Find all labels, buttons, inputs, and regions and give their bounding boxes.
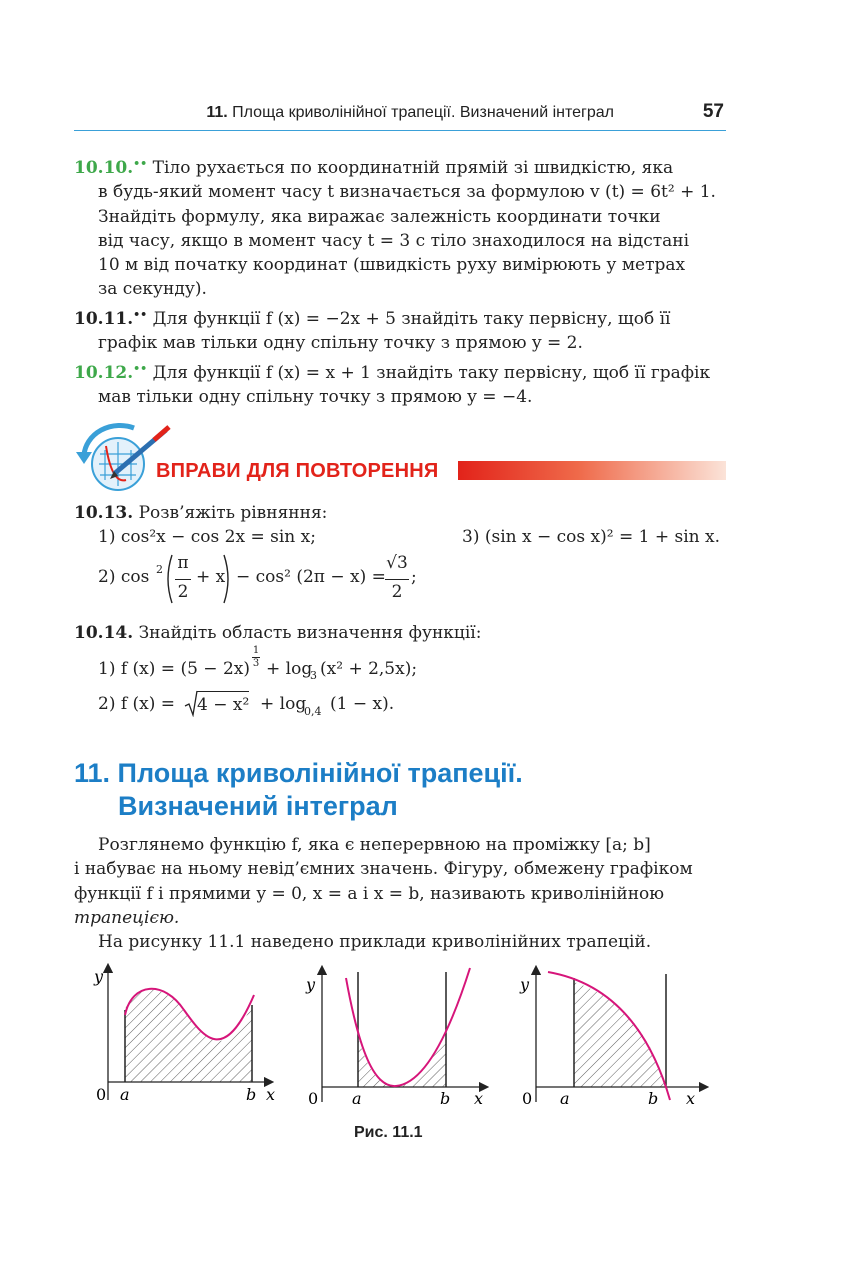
problem-10-10 [74, 152, 726, 302]
item2-part-a: 2) f (x) = [98, 694, 176, 714]
a-label: a [560, 1089, 570, 1108]
problem-line: Для функції f (x) = x + 1 знайдіть таку первісну, щоб її графік [152, 363, 711, 383]
item2-log: + log [260, 694, 307, 714]
problem-line: графік мав тільки одну спільну точку з прямою y = 2. [98, 333, 583, 354]
exercise-10-13-item-2: 2) cos 2 π 2 + x − cos² (2π − x) = √3 2 ; [98, 553, 478, 605]
graph-3 [519, 970, 704, 1108]
banner-gradient-bar [458, 461, 726, 480]
x-axis-label: x [686, 1089, 696, 1108]
problem-10-11 [74, 303, 726, 356]
exercise-10-13-item-3: 3) (sin x − cos x)² = 1 + sin x. [462, 527, 720, 547]
item1-part-a: 1) f (x) = (5 − 2x) [98, 659, 250, 679]
header-section-number: 11. [206, 104, 228, 121]
problem-line: 10 м від початку координат (швидкість руху вимірюють у метрах [98, 255, 686, 276]
difficulty-dots: •• [133, 362, 148, 375]
origin-label: 0 [308, 1089, 319, 1108]
rhs-denominator: 2 [391, 582, 403, 602]
graph-1 [93, 967, 275, 1104]
y-axis-label: y [94, 967, 104, 986]
header-title-text: Площа криволінійної трапеції. Визначений інтеграл [232, 104, 614, 121]
problem-line: Тіло рухається по координатній прямій зі швидкістю, яка [152, 158, 674, 178]
figure-11-1 [74, 960, 726, 1120]
problem-number: 10.10. [74, 158, 134, 178]
item1-log: + log [266, 659, 313, 679]
item1-part-c: (x² + 2,5x); [320, 659, 418, 679]
problem-number: 10.12. [74, 363, 134, 383]
exercise-text: Розв’яжіть рівняння: [138, 503, 328, 523]
problem-number: 10.11. [74, 309, 134, 329]
right-paren [222, 553, 234, 605]
b-label: b [648, 1089, 659, 1108]
y-axis-label: y [520, 975, 530, 994]
exponent-numerator: 1 [252, 645, 260, 656]
review-exercises-banner [74, 420, 726, 495]
graph-2 [305, 968, 484, 1108]
problem-line: від часу, якщо в момент часу t = 3 с тіло знаходилося на відстані [98, 230, 690, 251]
b-label: b [246, 1085, 257, 1104]
body-line: функції f і прямими y = 0, x = a і x = b, називають криволінійною [74, 883, 665, 904]
exercise-10-13-heading [74, 501, 327, 525]
problem-line: за секунду). [98, 279, 207, 300]
item2-mid: + x [196, 567, 226, 587]
body-line: трапецією. [74, 907, 180, 928]
item2-prefix: 2) cos [98, 567, 150, 587]
problem-line: Для функції f (x) = −2x + 5 знайдіть таку первісну, щоб її [152, 309, 671, 329]
exercise-10-13-item-1: 1) cos²x − cos 2x = sin x; [98, 527, 316, 547]
a-label: a [120, 1085, 130, 1104]
exercise-text: Знайдіть область визначення функції: [138, 623, 482, 643]
banner-title: ВПРАВИ ДЛЯ ПОВТОРЕННЯ [156, 460, 439, 482]
problem-10-12 [74, 357, 726, 410]
exercise-10-14-heading [74, 621, 481, 645]
graph-pen-icon [74, 420, 174, 495]
running-header [74, 100, 726, 131]
section-heading-line-1: 11. Площа криволінійної трапеції. [74, 758, 523, 788]
difficulty-dots: •• [133, 308, 148, 321]
b-label: b [440, 1089, 451, 1108]
fraction-denominator: 2 [177, 582, 189, 602]
origin-label: 0 [522, 1089, 533, 1108]
body-line: На рисунку 11.1 наведено приклади криволінійних трапецій. [98, 932, 652, 953]
sqrt-radicand: 4 − x² [197, 691, 249, 715]
y-axis-label: y [306, 975, 316, 994]
left-paren [162, 553, 174, 605]
difficulty-dots: •• [133, 157, 148, 170]
item2-end: ; [411, 567, 417, 587]
exercise-number: 10.14. [74, 623, 134, 643]
item2-part-c: (1 − x). [330, 694, 395, 714]
origin-label: 0 [96, 1085, 107, 1104]
problem-line: в будь-який момент часу t визначається за формулою v (t) = 6t² + 1. [98, 182, 716, 203]
problem-line: Знайдіть формулу, яка виражає залежність координати точки [98, 206, 661, 227]
figure-caption: Рис. 11.1 [354, 1124, 423, 1141]
section-heading-line-2: Визначений інтеграл [118, 791, 398, 821]
problem-line: мав тільки одну спільну точку з прямою y = −4. [98, 387, 533, 408]
x-axis-label: x [266, 1085, 276, 1104]
a-label: a [352, 1089, 362, 1108]
x-axis-label: x [474, 1089, 484, 1108]
exponent-denominator: 3 [252, 658, 260, 669]
header-title [206, 104, 614, 122]
body-line: і набуває на ньому невід’ємних значень. Фігуру, обмежену графіком [74, 859, 693, 880]
body-paragraph [74, 833, 726, 954]
exercise-10-14-item-1 [98, 645, 498, 685]
sqrt-sign [184, 689, 198, 717]
log-base: 3 [310, 669, 317, 682]
page-number: 57 [702, 101, 724, 122]
log-base: 0,4 [304, 705, 322, 718]
body-line: Розглянемо функцію f, яка є неперервною на проміжку [a; b] [98, 835, 651, 855]
fraction-numerator: π [177, 553, 189, 573]
exercise-10-14-item-2 [98, 686, 498, 722]
item2-rest: − cos² (2π − x) = [236, 567, 386, 587]
rhs-numerator: √3 [386, 553, 408, 573]
exercise-number: 10.13. [74, 503, 134, 523]
